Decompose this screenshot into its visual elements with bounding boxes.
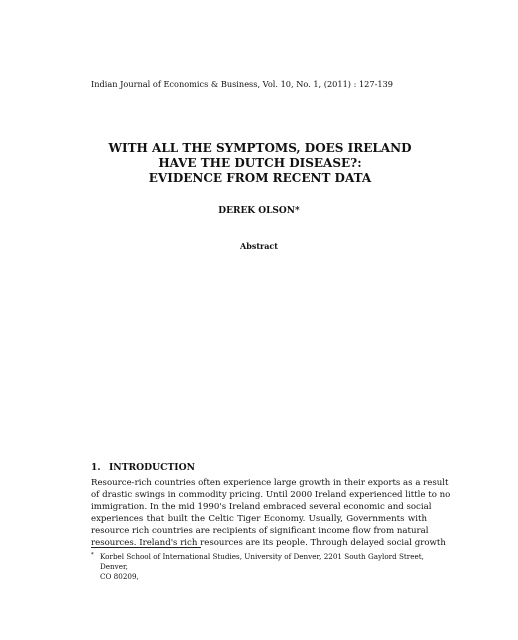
footnote-line-2: CO 80209, <box>100 572 139 581</box>
introduction-paragraph <box>91 477 451 550</box>
footnote-line-1: Korbel School of International Studies, University of Denver, 2201 South Gaylord Street, Denver, <box>100 552 424 571</box>
body-line: resources. Ireland's rich resources are its people. Through delayed social growth <box>91 538 446 549</box>
journal-citation: Indian Journal of Economics & Business, Vol. 10, No. 1, (2011) : 127-139 <box>91 79 393 89</box>
body-line: experiences that built the Celtic Tiger Economy. Usually, Governments with <box>91 514 427 525</box>
footnote <box>91 552 431 582</box>
section-heading <box>91 462 195 473</box>
body-line: resource rich countries are recipients of significant income flow from natural <box>91 526 429 537</box>
title-line-2: HAVE THE DUTCH DISEASE?: <box>158 156 362 170</box>
footnote-marker: * <box>91 552 94 558</box>
body-line: of drastic swings in commodity pricing. Until 2000 Ireland experienced little to no <box>91 490 451 501</box>
section-number: 1. <box>91 462 101 473</box>
author-name: DEREK OLSON* <box>218 206 300 216</box>
title-line-1: WITH ALL THE SYMPTOMS, DOES IRELAND <box>108 141 412 155</box>
footnote-divider <box>91 547 201 548</box>
paper-title <box>60 141 460 186</box>
section-title: INTRODUCTION <box>109 462 195 473</box>
body-line: immigration. In the mid 1990's Ireland embraced several economic and social <box>91 502 432 513</box>
title-line-3: EVIDENCE FROM RECENT DATA <box>148 171 372 185</box>
body-line: Resource-rich countries often experience large growth in their exports as a result <box>91 478 449 488</box>
abstract-heading: Abstract <box>240 241 278 251</box>
